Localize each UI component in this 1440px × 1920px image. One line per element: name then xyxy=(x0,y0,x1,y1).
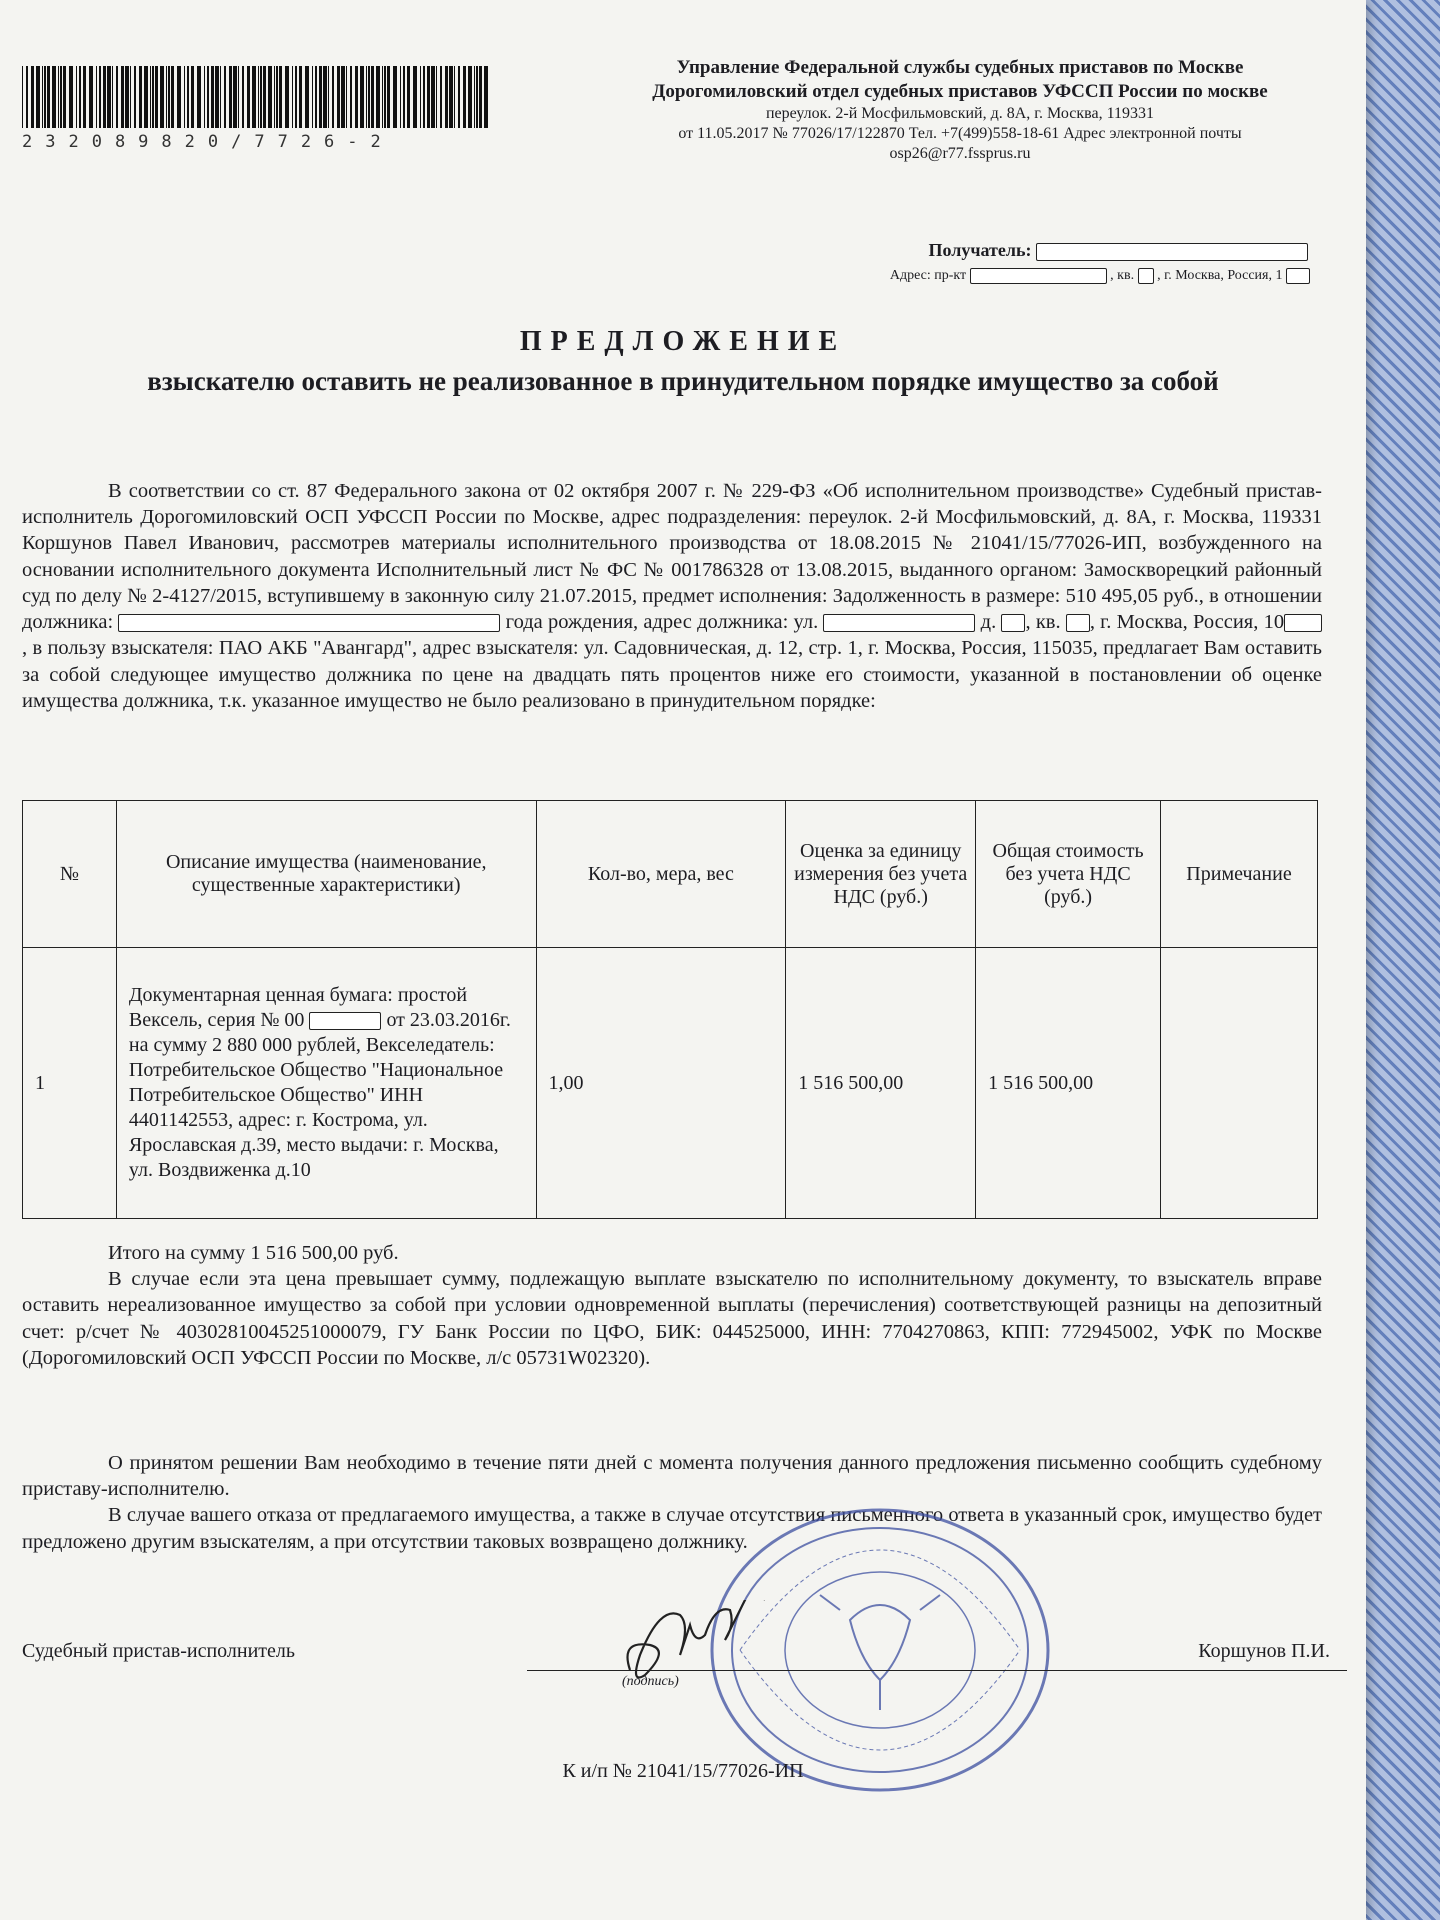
barcode-bar xyxy=(44,66,46,128)
barcode-bar xyxy=(368,66,370,128)
barcode-bar xyxy=(96,66,97,128)
issuer-org-line2: Дорогомиловский отдел судебных приставов УФССП России по москве xyxy=(652,80,1268,102)
barcode-bar xyxy=(463,66,466,128)
barcode-bar xyxy=(22,66,23,128)
barcode-bar xyxy=(63,66,66,128)
table-row xyxy=(23,948,1318,1219)
barcode-bar xyxy=(299,66,302,128)
barcode-bar xyxy=(125,66,129,128)
barcode-number: 232089820/7726-2 xyxy=(22,132,394,152)
barcode-bar xyxy=(458,66,460,128)
intro-part6: , в пользу взыскателя: ПАО АКБ "Авангард", адрес взыскателя: ул. Садовническая, д. 12, стр. 1, г. Москва, Россия, 115035, предлагает Вам оставить за собой следующее имущество должника по цене на двадцать пять процентов ниже его стоимости, указанной в постановлении об оценке имущества должника, т.к. указанное имущество не было реализовано в принудительном порядке: xyxy=(22,637,1322,712)
payment-section xyxy=(22,1240,1322,1371)
cell-note xyxy=(1161,948,1318,1219)
barcode-bar xyxy=(36,66,40,128)
barcode-bar xyxy=(121,66,124,128)
barcode-bar xyxy=(315,66,317,128)
signature-row xyxy=(22,1640,1330,1689)
barcode-bar xyxy=(233,66,237,128)
barcode-bar xyxy=(112,66,113,128)
intro-part4: , кв. xyxy=(1025,611,1061,634)
barcode-bar xyxy=(260,66,262,128)
barcode-bar xyxy=(474,66,475,128)
barcode-icon xyxy=(22,66,492,128)
barcode-bar xyxy=(83,66,86,128)
redaction-box xyxy=(1284,614,1322,632)
barcode-bar xyxy=(366,66,367,128)
barcode-bar xyxy=(168,66,170,128)
intro-part5: , г. Москва, Россия, 10 xyxy=(1089,611,1285,634)
barcode-bar xyxy=(355,66,358,128)
barcode-bar xyxy=(103,66,106,128)
document-title: ПРЕДЛОЖЕНИЕ xyxy=(519,326,847,357)
response-section xyxy=(22,1450,1322,1555)
barcode-bar xyxy=(445,66,448,128)
barcode-bar xyxy=(440,66,442,128)
barcode-bar xyxy=(376,66,380,128)
redaction-box xyxy=(309,1012,381,1030)
issuer-date-contacts: от 11.05.2017 № 77026/17/122870 Тел. +7(499)558-18-61 Адрес электронной почты osp26@r77.fssprus.ru xyxy=(678,124,1242,162)
barcode-bar xyxy=(155,66,158,128)
col-header-note: Примечание xyxy=(1161,801,1318,948)
barcode-bar xyxy=(69,66,73,128)
intro-paragraph xyxy=(22,478,1322,714)
barcode-bar xyxy=(252,66,256,128)
barcode-bar xyxy=(350,66,352,128)
cell-desc-part-a: Документарная ценная бумага: простой Вексель, серия № 00 xyxy=(128,984,468,1031)
col-header-unit-price: Оценка за единицу измерения без учета НДС (руб.) xyxy=(786,801,976,948)
issuer-header xyxy=(620,56,1300,164)
barcode-bar xyxy=(58,66,59,128)
redaction-box xyxy=(118,614,500,632)
barcode-bar xyxy=(211,66,214,128)
barcode-bar xyxy=(166,66,167,128)
barcode-bar xyxy=(204,66,205,128)
barcode-bar xyxy=(276,66,278,128)
barcode-bar xyxy=(436,66,437,128)
barcode-bar xyxy=(295,66,297,128)
barcode-bar xyxy=(423,66,425,128)
barcode-bar xyxy=(130,66,131,128)
barcode-bar xyxy=(449,66,453,128)
barcode-bar xyxy=(220,66,221,128)
barcode-bar xyxy=(387,66,390,128)
barcode-bar xyxy=(332,66,334,128)
barcode-bar xyxy=(116,66,118,128)
barcode-bar xyxy=(177,66,181,128)
intro-part3: д. xyxy=(980,611,997,634)
barcode-bar xyxy=(160,66,164,128)
barcode-bar xyxy=(42,66,43,128)
redaction-box xyxy=(1286,268,1310,284)
recipient-address xyxy=(890,268,1310,284)
cell-qty: 1,00 xyxy=(536,948,786,1219)
barcode-bar xyxy=(89,66,93,128)
redaction-box xyxy=(1066,614,1090,632)
barcode-bar xyxy=(346,66,347,128)
property-table xyxy=(22,800,1318,1219)
intro-part2: года рождения, адрес должника: ул. xyxy=(505,611,819,634)
recipient-addr-kv: , кв. xyxy=(1110,268,1135,284)
recipient xyxy=(929,240,1309,261)
barcode-bar xyxy=(144,66,148,128)
barcode-bar xyxy=(263,66,266,128)
issuer-org-line1: Управление Федеральной службы судебных приставов по Москве xyxy=(676,57,1244,78)
barcode-bar xyxy=(215,66,219,128)
case-number: К и/п № 21041/15/77026-ИП xyxy=(562,1760,804,1782)
barcode-bar xyxy=(274,66,275,128)
barcode-bar xyxy=(382,66,383,128)
redaction-box xyxy=(823,614,975,632)
redaction-box xyxy=(1138,268,1154,284)
issuer-address: переулок. 2-й Мосфильмовский, д. 8А, г. Москва, 119331 xyxy=(765,104,1155,122)
barcode-bar xyxy=(52,66,56,128)
barcode-bar xyxy=(107,66,111,128)
barcode xyxy=(22,66,502,152)
signer-name: Коршунов П.И. xyxy=(1198,1640,1330,1662)
barcode-bar xyxy=(413,66,417,128)
barcode-bar xyxy=(26,66,28,128)
barcode-bar xyxy=(312,66,313,128)
barcode-bar xyxy=(476,66,478,128)
barcode-bar xyxy=(279,66,282,128)
barcode-bar xyxy=(247,66,250,128)
cell-unit-price: 1 516 500,00 xyxy=(786,948,976,1219)
cell-num: 1 xyxy=(23,948,117,1219)
barcode-bar xyxy=(403,66,405,128)
signature-caption: (подпись) xyxy=(622,1674,679,1689)
recipient-label: Получатель: xyxy=(928,240,1032,260)
cell-total: 1 516 500,00 xyxy=(976,948,1161,1219)
recipient-addr-prefix: Адрес: пр-кт xyxy=(889,268,967,284)
decision-paragraph: О принятом решении Вам необходимо в течение пяти дней с момента получения данного предложения письменно сообщить судебному приставу-исполнителю. xyxy=(22,1452,1322,1501)
barcode-bar xyxy=(258,66,259,128)
barcode-bar xyxy=(484,66,488,128)
barcode-bar xyxy=(238,66,239,128)
intro-part1: В соответствии со ст. 87 Федерального закона от 02 октября 2007 г. № 229-ФЗ «Об исполнительном производстве» Судебный пристав-исполнитель Дорогомиловский ОСП УФССП России по Москве, адрес подразделения: переулок. 2-й Мосфильмовский, д. 8А, г. Москва, 119331 Коршунов Павел Иванович, рассмотрев материалы исполнительного производства от 18.08.2015 № 21041/15/77026-ИП, возбужденного на основании исполнительного документа Исполнительный лист № ФС № 001786328 от 13.08.2015, выданного органом: Замоскворецкий районный суд по делу № 2-4127/2015, вступившему в законную силу 21.07.2015, предмет исполнения: Задолженность в размере: 510 495,05 руб., в отношении должника: xyxy=(22,480,1322,634)
barcode-bar xyxy=(319,66,322,128)
barcode-bar xyxy=(224,66,226,128)
col-header-num: № xyxy=(23,801,117,948)
redaction-box xyxy=(1036,243,1308,261)
barcode-bar xyxy=(150,66,151,128)
document-subtitle: взыскателю оставить не реализованное в принудительном порядке имущество за собой xyxy=(147,366,1219,396)
cell-desc-part-b: от 23.03.2016г. на сумму 2 880 000 рублей, Векселедатель: Потребительское Общество "Национальное Потребительское Общество" ИНН 4401142553, адрес: г. Кострома, ул. Ярославская д.39, место выдачи: г. Москва, ул. Воздвиженка д.10 xyxy=(128,1009,511,1181)
barcode-bar xyxy=(400,66,401,128)
redaction-box xyxy=(970,268,1107,284)
barcode-bar xyxy=(393,66,397,128)
barcode-bar xyxy=(191,66,194,128)
col-header-qty: Кол-во, мера, вес xyxy=(536,801,786,948)
total-line: Итого на сумму 1 516 500,00 руб. xyxy=(108,1242,399,1264)
barcode-bar xyxy=(171,66,174,128)
col-header-desc: Описание имущества (наименование, существенные характеристики) xyxy=(116,801,536,948)
barcode-bar xyxy=(384,66,386,128)
barcode-bar xyxy=(337,66,340,128)
col-header-total: Общая стоимость без учета НДС (руб.) xyxy=(976,801,1161,948)
barcode-bar xyxy=(268,66,272,128)
table-header-row xyxy=(23,801,1318,948)
recipient-addr-city: , г. Москва, Россия, 1 xyxy=(1157,268,1283,284)
barcode-bar xyxy=(454,66,455,128)
barcode-bar xyxy=(197,66,201,128)
barcode-bar xyxy=(76,66,77,128)
barcode-bar xyxy=(47,66,50,128)
redaction-box xyxy=(1001,614,1025,632)
barcode-bar xyxy=(427,66,430,128)
barcode-bar xyxy=(184,66,185,128)
barcode-bar xyxy=(468,66,472,128)
signer-role: Судебный пристав-исполнитель xyxy=(22,1640,296,1662)
barcode-bar xyxy=(134,66,136,128)
barcode-bar xyxy=(305,66,309,128)
barcode-bar xyxy=(328,66,329,128)
barcode-bar xyxy=(99,66,101,128)
barcode-bar xyxy=(431,66,435,128)
signature-line xyxy=(527,1670,1347,1671)
barcode-bar xyxy=(323,66,327,128)
barcode-bar xyxy=(152,66,154,128)
cell-desc xyxy=(116,948,536,1219)
barcode-bar xyxy=(420,66,421,128)
barcode-bar xyxy=(187,66,189,128)
barcode-bar xyxy=(479,66,482,128)
barcode-bar xyxy=(207,66,209,128)
barcode-bar xyxy=(60,66,62,128)
barcode-bar xyxy=(407,66,410,128)
barcode-bar xyxy=(292,66,293,128)
barcode-bar xyxy=(242,66,244,128)
barcode-bar xyxy=(229,66,232,128)
barcode-bar xyxy=(139,66,142,128)
barcode-bar xyxy=(341,66,345,128)
refusal-paragraph: В случае вашего отказа от предлагаемого имущества, а также в случае отсутствия письменного ответа в указанный срок, имущество будет предложено другим взыскателям, а при отсутствии таковых возвращено должнику. xyxy=(22,1504,1322,1553)
barcode-bar xyxy=(31,66,34,128)
payment-paragraph: В случае если эта цена превышает сумму, подлежащую выплате взыскателю по исполнительному документу, то взыскатель вправе оставить нереализованное имущество за собой при условии одновременной выплаты (перечисления) соответствующей разницы на депозитный счет: р/счет № 40302810045251000079, ГУ Банк России по ЦФО, БИК: 044525000, ИНН: 7704270863, КПП: 772945002, УФК по Москве (Дорогомиловский ОСП УФССП России по Москве, л/с 05731W02320). xyxy=(22,1268,1322,1369)
barcode-bar xyxy=(285,66,289,128)
barcode-bar xyxy=(79,66,81,128)
barcode-bar xyxy=(371,66,374,128)
barcode-bar xyxy=(360,66,364,128)
